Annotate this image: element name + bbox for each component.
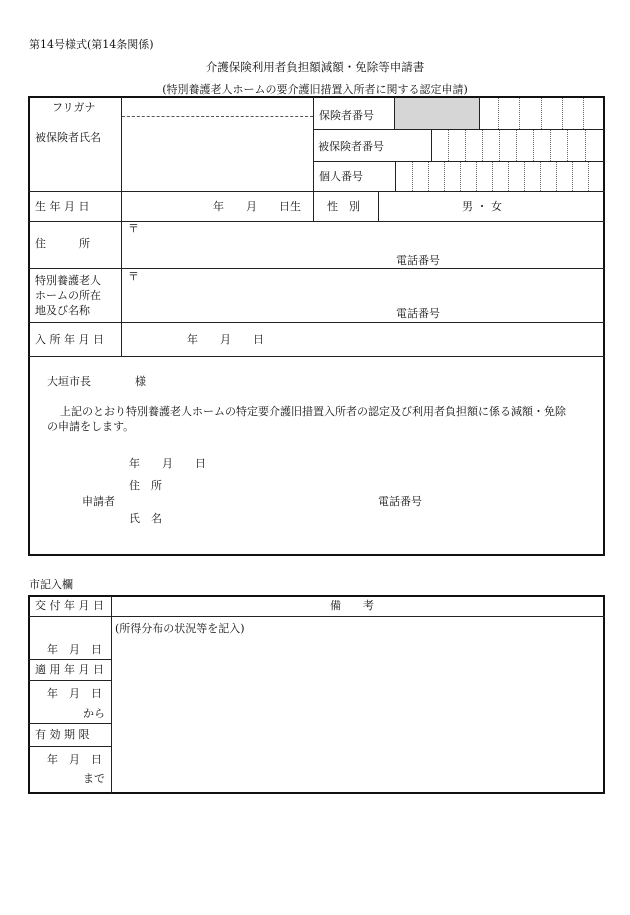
application-date[interactable]: 年 月 日 bbox=[129, 457, 206, 470]
applicant-label: 申請者 bbox=[82, 495, 115, 508]
facility-label-line-2: ホームの所在 bbox=[35, 289, 101, 302]
form-number: 第14号様式(第14条関係) bbox=[29, 38, 154, 51]
insured-name-label: 被保険者氏名 bbox=[35, 131, 101, 144]
facility-input[interactable] bbox=[140, 270, 600, 304]
application-body-line-1: 上記のとおり特別養護老人ホームの特定要介護旧措置入所者の認定及び利用者負担額に係る減額・免除 bbox=[60, 405, 566, 418]
facility-label-line-1: 特別養護老人 bbox=[35, 274, 101, 287]
furigana-input[interactable] bbox=[123, 98, 312, 116]
furigana-label: フリガナ bbox=[52, 101, 96, 114]
apply-date-label: 適 用 年 月 日 bbox=[35, 663, 104, 676]
facility-label-line-3: 地及び名称 bbox=[35, 304, 90, 317]
insured-number-input[interactable] bbox=[433, 130, 603, 161]
form-subtitle: (特別養護老人ホームの要介護旧措置入所者に関する認定申請) bbox=[162, 83, 468, 96]
issue-date-label: 交 付 年 月 日 bbox=[35, 599, 104, 612]
admission-date-value[interactable]: 年 月 日 bbox=[187, 333, 264, 346]
insured-name-input[interactable] bbox=[123, 118, 312, 190]
birth-date-label: 生 年 月 日 bbox=[35, 200, 90, 213]
applicant-address-input[interactable] bbox=[170, 476, 370, 492]
admission-date-label: 入 所 年 月 日 bbox=[35, 333, 104, 346]
insurer-number-input[interactable] bbox=[481, 98, 603, 129]
facility-phone-label: 電話番号 bbox=[396, 307, 440, 320]
applicant-name-input[interactable] bbox=[170, 509, 370, 525]
applicant-phone-label: 電話番号 bbox=[378, 495, 422, 508]
address-input[interactable] bbox=[140, 223, 600, 251]
gender-label: 性 別 bbox=[327, 200, 360, 213]
valid-period-value[interactable]: 年 月 日 bbox=[47, 753, 102, 766]
issue-date-value[interactable]: 年 月 日 bbox=[47, 643, 102, 656]
postal-mark: 〒 bbox=[128, 222, 139, 235]
insured-number-label: 被保険者番号 bbox=[318, 140, 384, 153]
insurer-number-label: 保険者番号 bbox=[319, 109, 374, 122]
facility-postal-mark: 〒 bbox=[128, 270, 139, 283]
form-title: 介護保険利用者負担額減額・免除等申請書 bbox=[205, 60, 425, 74]
from-label: から bbox=[83, 707, 105, 720]
remarks-label: 備 考 bbox=[330, 599, 374, 612]
remarks-note: (所得分布の状況等を記入) bbox=[115, 622, 245, 635]
applicant-name-label: 氏 名 bbox=[129, 512, 162, 525]
application-body-line-2: の申請をします。 bbox=[47, 420, 135, 433]
personal-number-label: 個人番号 bbox=[319, 170, 363, 183]
applicant-address-label: 住 所 bbox=[129, 479, 162, 492]
city-section-heading: 市記入欄 bbox=[29, 578, 73, 591]
birth-date-value[interactable]: 年 月 日生 bbox=[213, 200, 301, 213]
personal-number-input[interactable] bbox=[397, 162, 603, 191]
address-phone-label: 電話番号 bbox=[396, 254, 440, 267]
until-label: まで bbox=[83, 772, 105, 785]
address-label: 住 所 bbox=[35, 237, 90, 250]
gender-value[interactable]: 男 ・ 女 bbox=[462, 200, 502, 213]
apply-date-value[interactable]: 年 月 日 bbox=[47, 687, 102, 700]
insurer-number-shaded-cell bbox=[395, 98, 479, 129]
remarks-input[interactable] bbox=[114, 640, 602, 790]
valid-period-label: 有 効 期 限 bbox=[35, 728, 90, 741]
addressee: 大垣市長 様 bbox=[47, 375, 146, 388]
